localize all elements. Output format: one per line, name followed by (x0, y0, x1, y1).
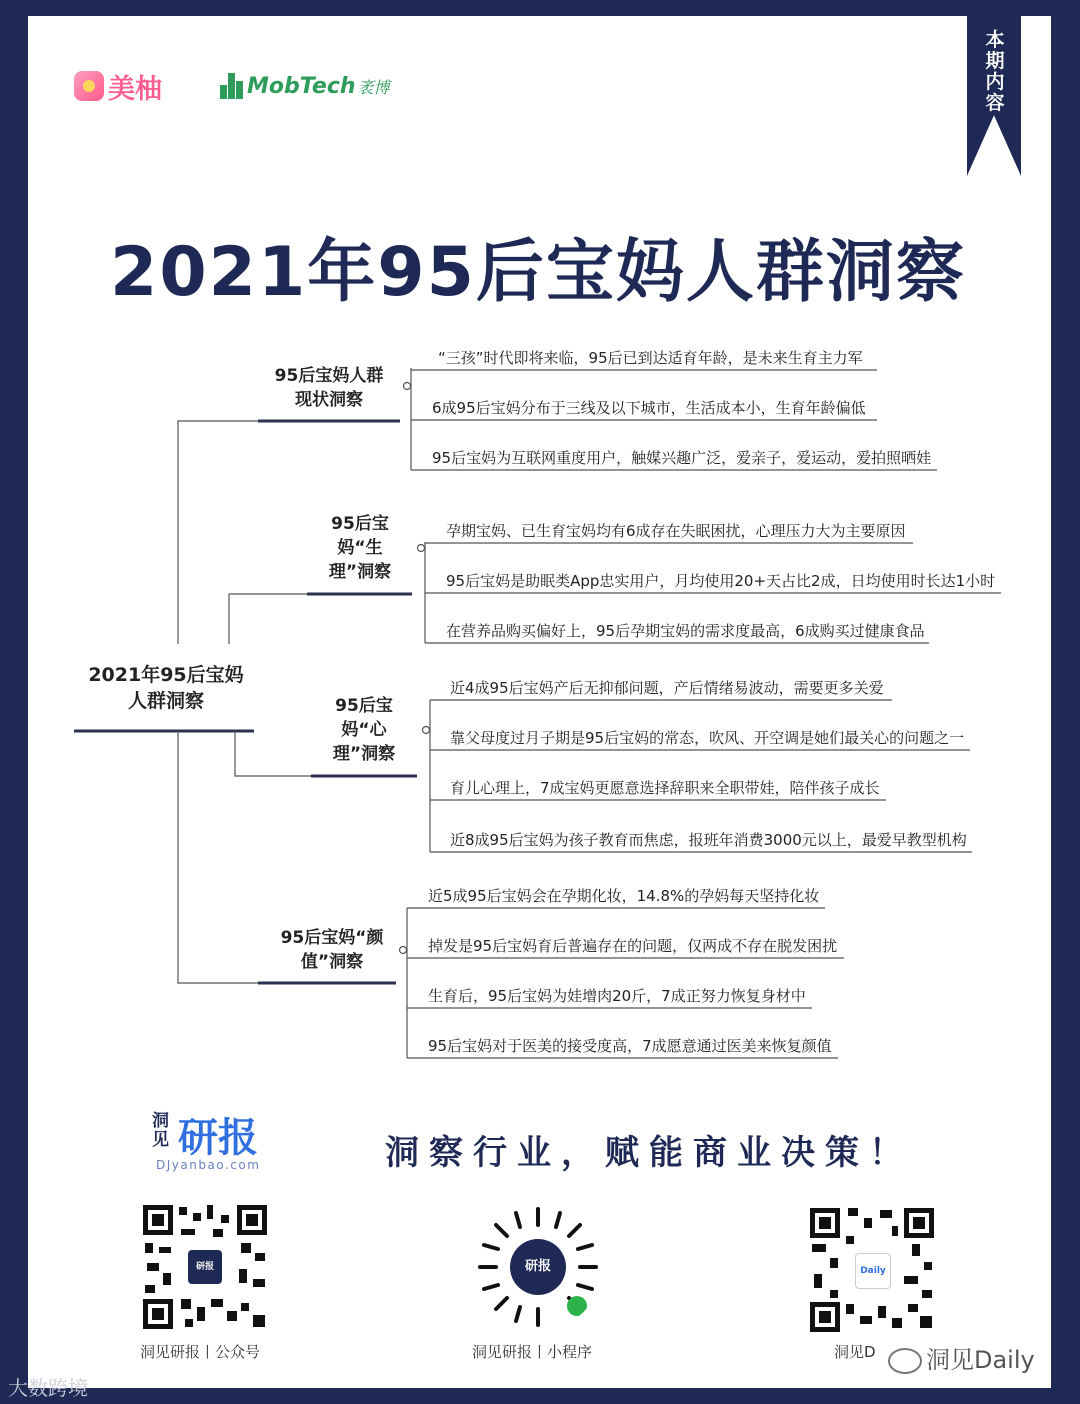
meiyou-logo-text: 美柚 (108, 73, 162, 105)
qr-label-official-account: 洞见研报丨公众号 (140, 1343, 261, 1361)
brand-big-text: 研报 (178, 1115, 258, 1161)
mobtech-logo-subtext: 袤博 (357, 77, 390, 97)
wechat-watermark (888, 1340, 1035, 1375)
branch-item: 近5成95后宝妈会在孕期化妆，14.8%的孕妈每天坚持化妆 (428, 887, 820, 905)
branch-item: “三孩”时代即将来临，95后已到达适育年龄，是未来生育主力军 (438, 349, 863, 367)
branch-label-appearance: 95后宝妈“颜值”洞察 (280, 928, 384, 972)
mobtech-logo-text: MobTech (247, 73, 356, 99)
qr-code-daily[interactable] (808, 1206, 936, 1334)
qr-code-mini-program[interactable] (474, 1203, 602, 1331)
meiyou-logo-icon (74, 71, 104, 101)
branch-item: 6成95后宝妈分布于三线及以下城市，生活成本小，生育年龄偏低 (432, 399, 866, 417)
branch-item: 生育后，95后宝妈为娃增肉20斤，7成正努力恢复身材中 (428, 987, 806, 1005)
ribbon-label: 本期内容 (985, 29, 1005, 114)
branch-label-physical: 95后宝妈“生理”洞察 (328, 514, 392, 582)
qr-label-mini-program: 洞见研报丨小程序 (472, 1343, 593, 1361)
slogan: 洞察行业，赋能商业决策！ (385, 1133, 913, 1173)
branch-item: 近4成95后宝妈产后无抑郁问题，产后情绪易波动，需要更多关爱 (450, 679, 884, 697)
wechat-watermark-text: 洞见Daily (926, 1346, 1035, 1374)
qr-center-logo: 研报 (188, 1250, 222, 1284)
mindmap-root: 2021年95后宝妈人群洞察 (88, 664, 244, 712)
branch-item: 靠父母度过月子期是95后宝妈的常态，吹风、开空调是她们最关心的问题之一 (450, 729, 965, 747)
branch-item: 掉发是95后宝妈育后普遍存在的问题，仅两成不存在脱发困扰 (428, 937, 838, 955)
branch-item: 95后宝妈对于医美的接受度高，7成愿意通过医美来恢复颜值 (428, 1037, 832, 1055)
qr-label-daily: 洞见D (834, 1343, 876, 1361)
qr-center-logo: 研报 (510, 1239, 566, 1295)
corner-watermark: 大数跨境 (8, 1376, 88, 1400)
brand-url: DJyanbao.com (156, 1158, 261, 1172)
brand-small-text: 洞见 (152, 1111, 169, 1150)
branch-item: 在营养品购买偏好上，95后孕期宝妈的需求度最高，6成购买过健康食品 (446, 622, 925, 640)
branch-item: 95后宝妈是助眠类App忠实用户，月均使用20+天占比2成，日均使用时长达1小时 (446, 572, 996, 590)
branch-label-status: 95后宝妈人群现状洞察 (274, 366, 384, 410)
branch-item: 近8成95后宝妈为孩子教育而焦虑，报班年消费3000元以上，最爱早教型机构 (450, 831, 967, 849)
mobtech-logo (220, 68, 390, 104)
wechat-icon (888, 1348, 922, 1374)
qr-center-logo: Daily (855, 1253, 891, 1289)
mobtech-logo-icon (220, 73, 244, 99)
qr-code-official-account[interactable] (141, 1203, 269, 1331)
branch-label-mental: 95后宝妈“心理”洞察 (332, 696, 396, 764)
branch-item: 孕期宝妈、已生育宝妈均有6成存在失眠困扰，心理压力大为主要原因 (446, 522, 906, 540)
meiyou-logo (74, 68, 162, 104)
page-title: 2021年95后宝妈人群洞察 (110, 233, 966, 312)
branch-item: 95后宝妈为互联网重度用户，触媒兴趣广泛，爱亲子，爱运动，爱拍照晒娃 (432, 449, 932, 467)
branch-item: 育儿心理上，7成宝妈更愿意选择辞职来全职带娃，陪伴孩子成长 (450, 779, 880, 797)
